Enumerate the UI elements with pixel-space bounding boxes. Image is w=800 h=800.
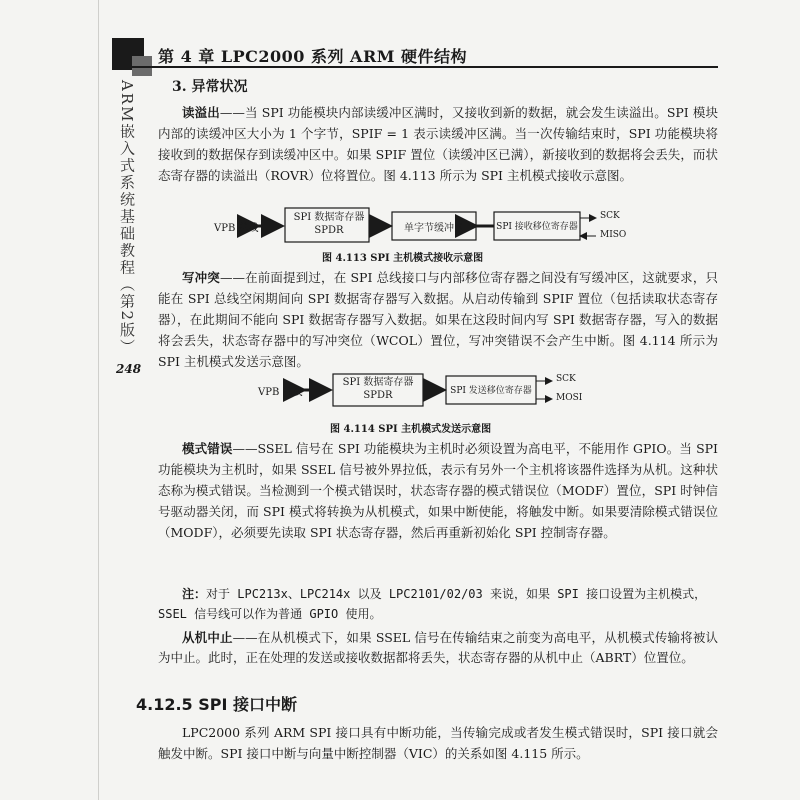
- subsection-title: 3. 异常状况: [172, 79, 248, 95]
- note-label: 注：: [182, 587, 207, 601]
- section-title: 4.12.5 SPI 接口中断: [136, 695, 298, 714]
- fig113-buffer-label: 单字节缓冲区: [404, 223, 464, 234]
- paragraph-interrupt: LPC2000 系列 ARM SPI 接口具有中断功能，当传输完成或者发生模式错误时，SPI 接口就会触发中断。SPI 接口中断与向量中断控制器（VIC）的关系如图 4.115 所示。: [158, 725, 718, 761]
- fig113-data-register-name: SPI 数据寄存器: [293, 212, 365, 223]
- page-number: 248: [116, 362, 142, 376]
- fig114-caption: 图 4.114 SPI 主机模式发送示意图: [330, 424, 492, 435]
- fig114-bus-label: VPB 总线: [258, 387, 303, 398]
- fig114-mosi-label: MOSI: [556, 393, 583, 403]
- fig114-shift-register-label: SPI 发送移位寄存器: [450, 386, 532, 396]
- term-write-collision: 写冲突: [182, 270, 220, 285]
- book-title-sidebar: ARM嵌入式系统基础教程（第2版）: [118, 80, 136, 357]
- note-text: 对于 LPC213x、LPC214x 以及 LPC2101/02/03 来说，如果 SPI 接口设置为主机模式，SSEL 信号线可以作为普通 GPIO 使用。: [158, 587, 707, 621]
- fig113-data-register-abbr: SPDR: [314, 225, 344, 236]
- text-mode-fault: ——SSEL 信号在 SPI 功能模块为主机时必须设置为高电平，不能用作 GPIO。当 SPI 功能模块为主机时，如果 SSEL 信号被外界拉低，表示有另外一个主机将该器件选择为从机。这种状态称为模式错误。当检测到一个模式错误时，状态寄存器的模式错误位（MODF）置位，SPI 时钟信号驱动器关闭，而 SPI 模式将转换为从机模式，如果中断使能，将触发中断。如果要清除模式错误位（MODF），必须要先读取 SPI 状态寄存器，然后再重新初始化 SPI 控制寄存器。: [158, 441, 718, 540]
- text-slave-abort: ——在从机模式下，如果 SSEL 信号在传输结束之前变为高电平，从机模式传输将被认为中止。此时，正在处理的发送或接收数据都将丢失，状态寄存器的从机中止（ABRT）位置位。: [158, 630, 718, 665]
- fig114-data-register-abbr: SPDR: [363, 390, 393, 401]
- paragraph-mode-fault: [158, 438, 718, 543]
- term-read-overflow: 读溢出: [182, 105, 220, 120]
- fig114-data-register-name: SPI 数据寄存器: [342, 377, 414, 388]
- paragraph-slave-abort: [158, 628, 718, 668]
- fig113-miso-label: MISO: [600, 230, 627, 240]
- chapter-header: 第 4 章 LPC2000 系列 ARM 硬件结构: [158, 47, 468, 66]
- fig113-caption: 图 4.113 SPI 主机模式接收示意图: [322, 253, 484, 264]
- fig114-data-register-label: [338, 376, 418, 402]
- note-paragraph: [158, 584, 718, 624]
- fig114-sck-label: SCK: [556, 374, 576, 384]
- text-write-collision: ——在前面提到过，在 SPI 总线接口与内部移位寄存器之间没有写缓冲区，这就要求，只能在 SPI 总线空闲期间向 SPI 数据寄存器写入数据。从启动传输到 SPIF 置位（包括读取状态寄存器），在此期间不能向 SPI 数据寄存器写入数据。如果在这段时间内写 SPI 数据寄存器，写入的数据将会丢失，状态寄存器中的写冲突位（WCOL）置位，写冲突错误不会产生中断。图 4.114 所示为 SPI 主机模式发送示意图。: [158, 270, 718, 369]
- text-read-overflow: ——当 SPI 功能模块内部读缓冲区满时，又接收到新的数据，就会发生读溢出。SPI 模块内部的读缓冲区大小为 1 个字节，SPIF = 1 表示读缓冲区满。当一次传输结束时，SPI 功能模块将接收到的数据保存到读缓冲区中。如果 SPIF 置位（读缓冲区已满），新接收到的数据将会丢失，而状态寄存器的读溢出（ROVR）位将置位。图 4.113 所示为 SPI 主机模式接收示意图。: [158, 105, 718, 183]
- fig113-sck-label: SCK: [600, 211, 620, 221]
- fig113-shift-register-label: SPI 接收移位寄存器: [496, 222, 578, 232]
- term-mode-fault: 模式错误: [182, 441, 233, 456]
- term-slave-abort: 从机中止: [182, 630, 233, 645]
- fig113-bus-label: VPB 总线: [214, 223, 259, 234]
